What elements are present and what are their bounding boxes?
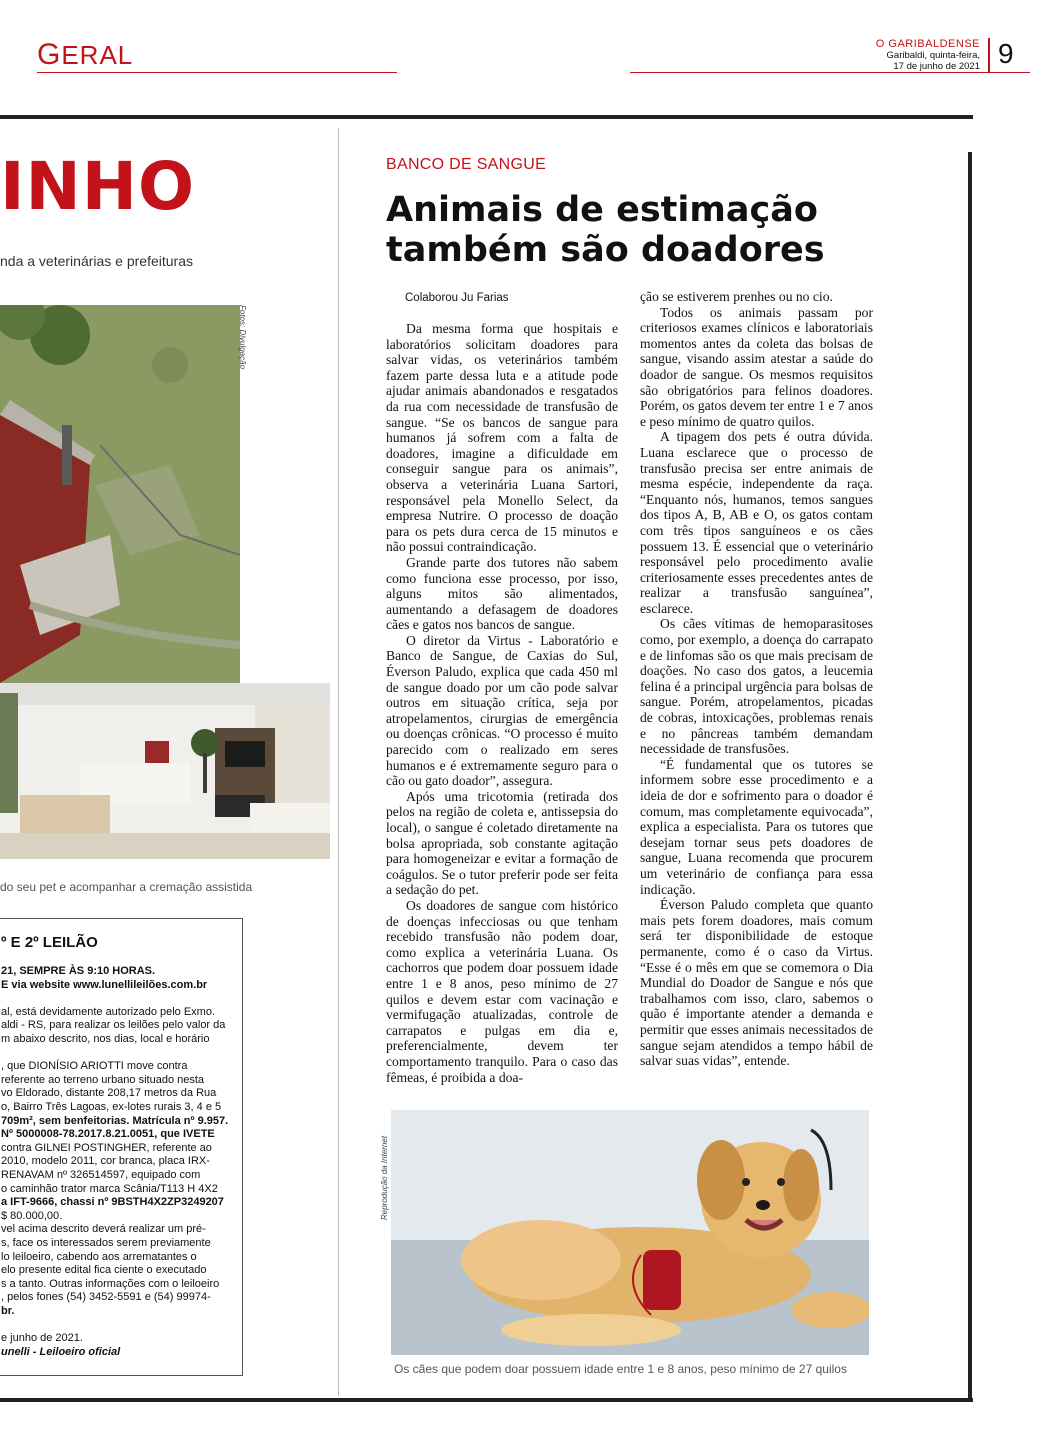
top-rule	[0, 115, 973, 119]
auction-line: unelli - Leiloeiro oficial	[1, 1345, 121, 1358]
dog-donor-photo	[391, 1110, 869, 1355]
article-paragraph: A tipagem dos pets é outra dúvida. Luana esclarece que o processo de transfusão precisa ser entre animais de mesma espécie, independente da raça. “Enquanto nós, humanos, temos sangues dos tipos A, B, AB e O, os gatos contam com três tipos sanguíneos e os cães possuem 13. É essencial que o veterinário responsável pelo procedimento avalie criteriosamente esses precedentes antes de realizar a transfusão sanguínea”, esclarece.	[640, 429, 873, 616]
auction-line: lo leiloeiro, cabendo aos arrematantes o	[1, 1250, 197, 1263]
photo-credit-left: Fotos: Divulgação	[238, 305, 247, 370]
auction-line: 709m², sem benfeitorias. Matrícula nº 9.957.	[1, 1114, 229, 1127]
left-photo-caption: do seu pet e acompanhar a cremação assistida	[0, 880, 253, 894]
article-paragraph: O diretor da Virtus - Laboratório e Banco de Sangue, de Caxias do Sul, Éverson Paludo, explica que cada 450 ml de sangue doado por um cão pode salvar outros em situação crítica, seja por atropelamentos, cirurgias de emergência ou doenças crônicas. “O processo é muito parecido com o realizado em seres humanos e é extremamente seguro para o cão ou gato doador”, assegura.	[386, 632, 618, 789]
auction-line: s a tanto. Outras informações com o leiloeiro	[1, 1277, 220, 1290]
auction-line: contra GILNEI POSTINGHER, referente ao	[1, 1141, 212, 1154]
auction-line: o caminhão trator marca Scânia/T113 H 4X2	[1, 1182, 218, 1195]
article-column-1	[386, 321, 618, 1085]
newspaper-date: 17 de junho de 2021	[893, 61, 980, 72]
auction-line: E via website www.lunellileilões.com.br	[1, 978, 208, 991]
page-number: 9	[988, 38, 1014, 72]
article-paragraph: Os doadores de sangue com histórico de doenças infecciosas ou que tenham recebido transfusão não podem doar, como explica a veterinária Luana. Os cachorros que podem doar possuem idade entre 1 e 8 anos, peso mínimo de 27 quilos e devem estar com vacinação e vermifugação atualizadas, controle de carrapatos e pulgas em dia e, preferencialmente, devem ter comportamento tranquilo. Para o caso das fêmeas, é proibida a doa-	[386, 897, 618, 1085]
auction-line: referente ao terreno urbano situado nesta	[1, 1073, 205, 1086]
article-byline: Colaborou Ju Farias	[405, 292, 509, 304]
article-paragraph: “É fundamental que os tutores se informem sobre esse procedimento e a ideia de dor e sofrimento para o doador é comum, mas completamente equivocada”, explica a especialista. Para os tutores que desejam tornar seus pets doadores de sangue, Luana recomenda que procurem um veterinário de confiança para essa indicação.	[640, 756, 873, 897]
dog-photo-caption: Os cães que podem doar possuem idade entre 1 e 8 anos, peso mínimo de 27 quilos	[394, 1362, 847, 1376]
cemetery-aerial-photo	[0, 305, 240, 683]
article-headline: Animais de estimação também são doadores	[386, 190, 825, 270]
auction-line: RENAVAM nº 326514597, equipado com	[1, 1169, 201, 1181]
article-paragraph: Grande parte dos tutores não sabem como funciona esse processo, por isso, alguns mitos são alimentados, aumentando a defasagem de doadores cães e gatos nos bancos de sangue.	[386, 554, 618, 633]
header-divider-right	[630, 72, 1030, 73]
column-divider	[338, 128, 339, 1396]
left-story-title: INHO	[0, 148, 196, 225]
auction-line: , que DIONÍSIO ARIOTTI move contra	[1, 1060, 188, 1073]
auction-line: 21, SEMPRE ÀS 9:10 HORAS.	[1, 965, 156, 977]
lounge-interior-photo	[0, 683, 330, 859]
newspaper-location: Garibaldi, quinta-feira,	[886, 50, 980, 61]
auction-title: º E 2º LEILÃO	[1, 934, 98, 951]
auction-line: Nº 5000008-78.2017.8.21.0051, que IVETE	[1, 1128, 215, 1141]
auction-line: al, está devidamente autorizado pelo Exmo.	[1, 1005, 216, 1018]
auction-line: 2010, modelo 2011, cor branca, placa IRX-	[1, 1155, 210, 1168]
article-paragraph: Após uma tricotomia (retirada dos pelos na região de coleta e, antissepsia do local), o sangue é coletado diretamente na bolsa apropriada, sob constante agitação para homogeneizar e evitar a formação de coágulos. Se o tutor preferir pode ser feita a sedação do pet.	[386, 788, 618, 898]
article-paragraph: Os cães vítimas de hemoparasitoses como, por exemplo, a doença do carrapato e de linfomas são os que mais precisam de doações. No caso dos gatos, a leucemia felina é a principal urgência para bolsas de sangue. Porém, atropelamentos, picadas de cobras, intoxicações, problemas renais e no pâncreas também demandam necessidade de transfusões.	[640, 616, 873, 757]
auction-line: s, face os interessados serem previamente	[1, 1237, 211, 1249]
auction-line: vo Eldorado, distante 208,17 metros da Rua	[1, 1087, 217, 1100]
auction-line: , pelos fones (54) 3452-5591 e (54) 99974-	[1, 1291, 211, 1304]
auction-line: a IFT-9666, chassi nº 9BSTH4X2ZP3249207	[1, 1196, 224, 1209]
article-column-2	[640, 289, 873, 1069]
auction-line: e junho de 2021.	[1, 1332, 83, 1345]
left-story-subtitle: nda a veterinárias e prefeituras	[0, 253, 193, 269]
bottom-rule	[0, 1398, 973, 1402]
auction-line: $ 80.000,00.	[1, 1209, 63, 1222]
auction-line: vel acima descrito deverá realizar um pré-	[1, 1223, 206, 1236]
auction-notice	[0, 918, 243, 1376]
article-paragraph: Éverson Paludo completa que quanto mais pets forem doadores, mais comum será ter disponibilidade de estoque permanente, como é o caso da Virtus. “Esse é o mês em que se comemora o Dia Mundial do Doador de Sangue e nós que trabalhamos com isso, claro, sabemos o quão é importante atender a demanda e permitir que esses animais necessitados de sangue sejam atendidos a tempo hábil de salvar suas vidas”, entende.	[640, 897, 873, 1069]
header-divider-left	[37, 72, 397, 73]
auction-line: elo presente edital fica ciente o executado	[1, 1264, 207, 1277]
auction-line: br.	[1, 1305, 15, 1317]
article-kicker: BANCO DE SANGUE	[386, 156, 547, 173]
article-paragraph: Da mesma forma que hospitais e laboratórios solicitam doadores para salvar vidas, os veterinários também fazem parte dessa luta e a atitude pode ajudar animais abandonados e resgatados da rua com necessidade de transfusão de sangue. “Se os bancos de sangue para humanos já sofrem com a falta de doadores, imagine a dificuldade em conseguir sangue para os animais”, observa a veterinária Luana Sartori, responsável pela Monello Select, da empresa Nutrire. O processo de doação para os pets dura cerca de 15 minutos e não possui contraindicação.	[386, 321, 618, 555]
auction-line: m abaixo descrito, nos dias, local e horário	[1, 1033, 210, 1045]
section-label: GERAL	[37, 38, 134, 71]
auction-line: o, Bairro Três Lagoas, ex-lotes rurais 3, 4 e 5	[1, 1101, 222, 1113]
article-paragraph: ção se estiverem prenhes ou no cio.	[640, 289, 833, 304]
right-rule	[968, 152, 972, 1400]
article-paragraph: Todos os animais passam por criteriosos exames clínicos e laboratoriais momentos antes da coleta das bolsas de sangue, visando assim atestar a saúde do doador de sangue. Os mesmos requisitos são obrigatórios para felinos doadores. Porém, os gatos devem ter entre 1 e 7 anos e peso mínimo de quatro quilos.	[640, 304, 873, 429]
photo-credit-dog: Reprodução da Internet	[380, 1135, 389, 1220]
auction-line: aldi - RS, para realizar os leilões pelo valor da	[1, 1019, 226, 1032]
newspaper-name: O GARIBALDENSE	[875, 38, 980, 50]
newspaper-masthead	[876, 38, 980, 72]
